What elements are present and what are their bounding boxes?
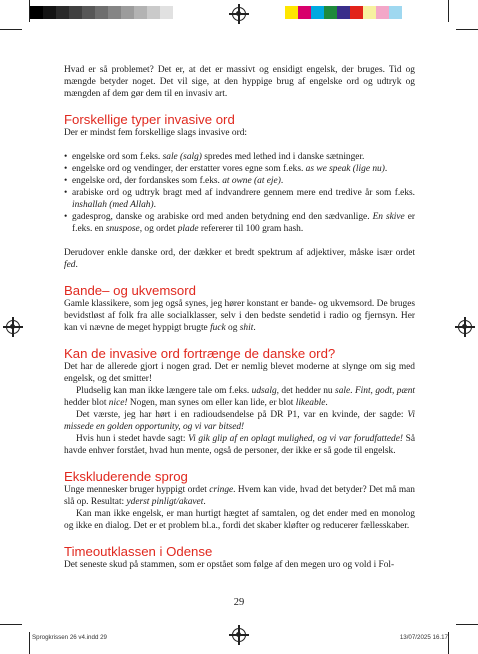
gray-swatch [95, 6, 108, 19]
color-swatch [324, 6, 337, 19]
section-heading-swearwords: Bande– og ukvemsord [64, 283, 196, 298]
swearwords-paragraph: Gamle klassikere, som jeg også synes, jeg hører konstant er bande- og ukvemsord. De bruges bevidstløst af folk fra alle socialklasser, selv i den bedste sendetid i radio og fjernsyn. Her kan vi nævne de meget hyppigt brugte fuck og shit. [64, 299, 415, 333]
timeout-paragraph: Det seneste skud på stammen, som er opstået som følge af den megen uro og vold i Fol- [64, 560, 395, 570]
displace-paragraph-4: Hvis hun i stedet havde sagt: Vi gik glip af en oplagt mulighed, og vi var forudfattede! Så havde enhver forstået, hvad hun mente, også de personer, der ikke er så gode til engelsk. [64, 434, 416, 456]
color-swatch [311, 6, 324, 19]
registration-mark-left-icon [6, 320, 20, 334]
intro-paragraph: Hvad er så problemet? Det er, at det er massivt og ensidigt engelsk, der bruges. Tid og mængde betyder noget. Det vil sige, at den hyppige brug af engelske ord og udtryk og mængden af dem gør dem til en invasiv art. [64, 65, 415, 99]
slug-date: 13/07/2025 16.17 [399, 634, 448, 641]
gray-color-bar [30, 6, 173, 19]
color-swatch [298, 6, 311, 19]
list-item: • engelske ord som f.eks. sale (salg) spredes med lethed ind i danske sætninger. [64, 151, 415, 163]
gray-swatch [30, 6, 43, 19]
gray-swatch [108, 6, 121, 19]
list-item: • gadesprog, danske og arabiske ord med anden betydning end den sædvanlige. En skive er f.eks. en snuspose, og ordet plade refererer til 100 gram hash. [64, 211, 415, 235]
section-heading-exclusion: Ekskluderende sprog [64, 469, 188, 484]
gray-swatch [82, 6, 95, 19]
gray-swatch [160, 6, 173, 19]
gray-swatch [147, 6, 160, 19]
gray-swatch [43, 6, 56, 19]
gray-swatch [56, 6, 69, 19]
section-heading-types: Forskellige typer invasive ord [64, 112, 235, 127]
invasive-types-list [64, 151, 415, 235]
color-swatch [376, 6, 389, 19]
displace-paragraph-2: Pludselig kan man ikke længere tale om f.eks. udsalg, det hedder nu sale. Fint, godt, pænt hedder blot nice! Nogen, man synes om eller kan lide, er blot likeable. [64, 386, 416, 408]
types-after-paragraph: Derudover enkle danske ord, der dækker et bredt spektrum af adjektiver, måske især ordet fed. [64, 248, 415, 270]
slug-file-name: Sprogkrissen 26 v4.indd 29 [32, 634, 107, 641]
gray-swatch [134, 6, 147, 19]
page-number: 29 [233, 597, 245, 608]
color-swatch [337, 6, 350, 19]
color-swatch [350, 6, 363, 19]
gray-swatch [69, 6, 82, 19]
registration-mark-top-icon [232, 7, 246, 21]
color-swatch [363, 6, 376, 19]
list-item: • engelske ord, der fordanskes som f.eks. at owne (at eje). [64, 175, 415, 187]
color-swatch [285, 6, 298, 19]
section-heading-timeout: Timeoutklassen i Odense [64, 544, 213, 559]
process-color-bar [285, 6, 402, 19]
displace-paragraph-3: Det værste, jeg har hørt i en radioudsendelse på DR P1, var en kvinde, der sagde: Vi missede en golden opportunity, og vi var bitsed! [64, 410, 415, 432]
displace-paragraph-1: Det har de allerede gjort i nogen grad. Det er nemlig blevet moderne at slynge om sig med engelsk, og det smitter! [64, 362, 415, 384]
registration-mark-right-icon [458, 320, 472, 334]
section-heading-displace: Kan de invasive ord fortrænge de danske ord? [64, 346, 336, 361]
exclusion-paragraph-2: Kan man ikke engelsk, er man hurtigt hægtet af samtalen, og det ender med en monolog og ikke en dialog. Det er et problem bl.a., fordi det skaber kløfter og reducerer fællesskaber. [64, 509, 415, 531]
registration-mark-bottom-icon [232, 628, 246, 642]
exclusion-paragraph-1: Unge mennesker bruger hyppigt ordet cringe. Hvem kan vide, hvad det betyder? Det må man slå op. Resultat: yderst pinligt/akavet. [64, 485, 415, 507]
page-body [64, 64, 415, 571]
types-lead: Der er mindst fem forskellige slags invasive ord: [64, 128, 248, 138]
list-item: • engelske ord og vendinger, der erstatter vores egne som f.eks. as we speak (lige nu). [64, 163, 415, 175]
color-swatch [389, 6, 402, 19]
list-item: • arabiske ord og udtryk bragt med af indvandrere gennem mere end tredive år som f.eks. inshallah (med Allah). [64, 187, 415, 211]
gray-swatch [121, 6, 134, 19]
